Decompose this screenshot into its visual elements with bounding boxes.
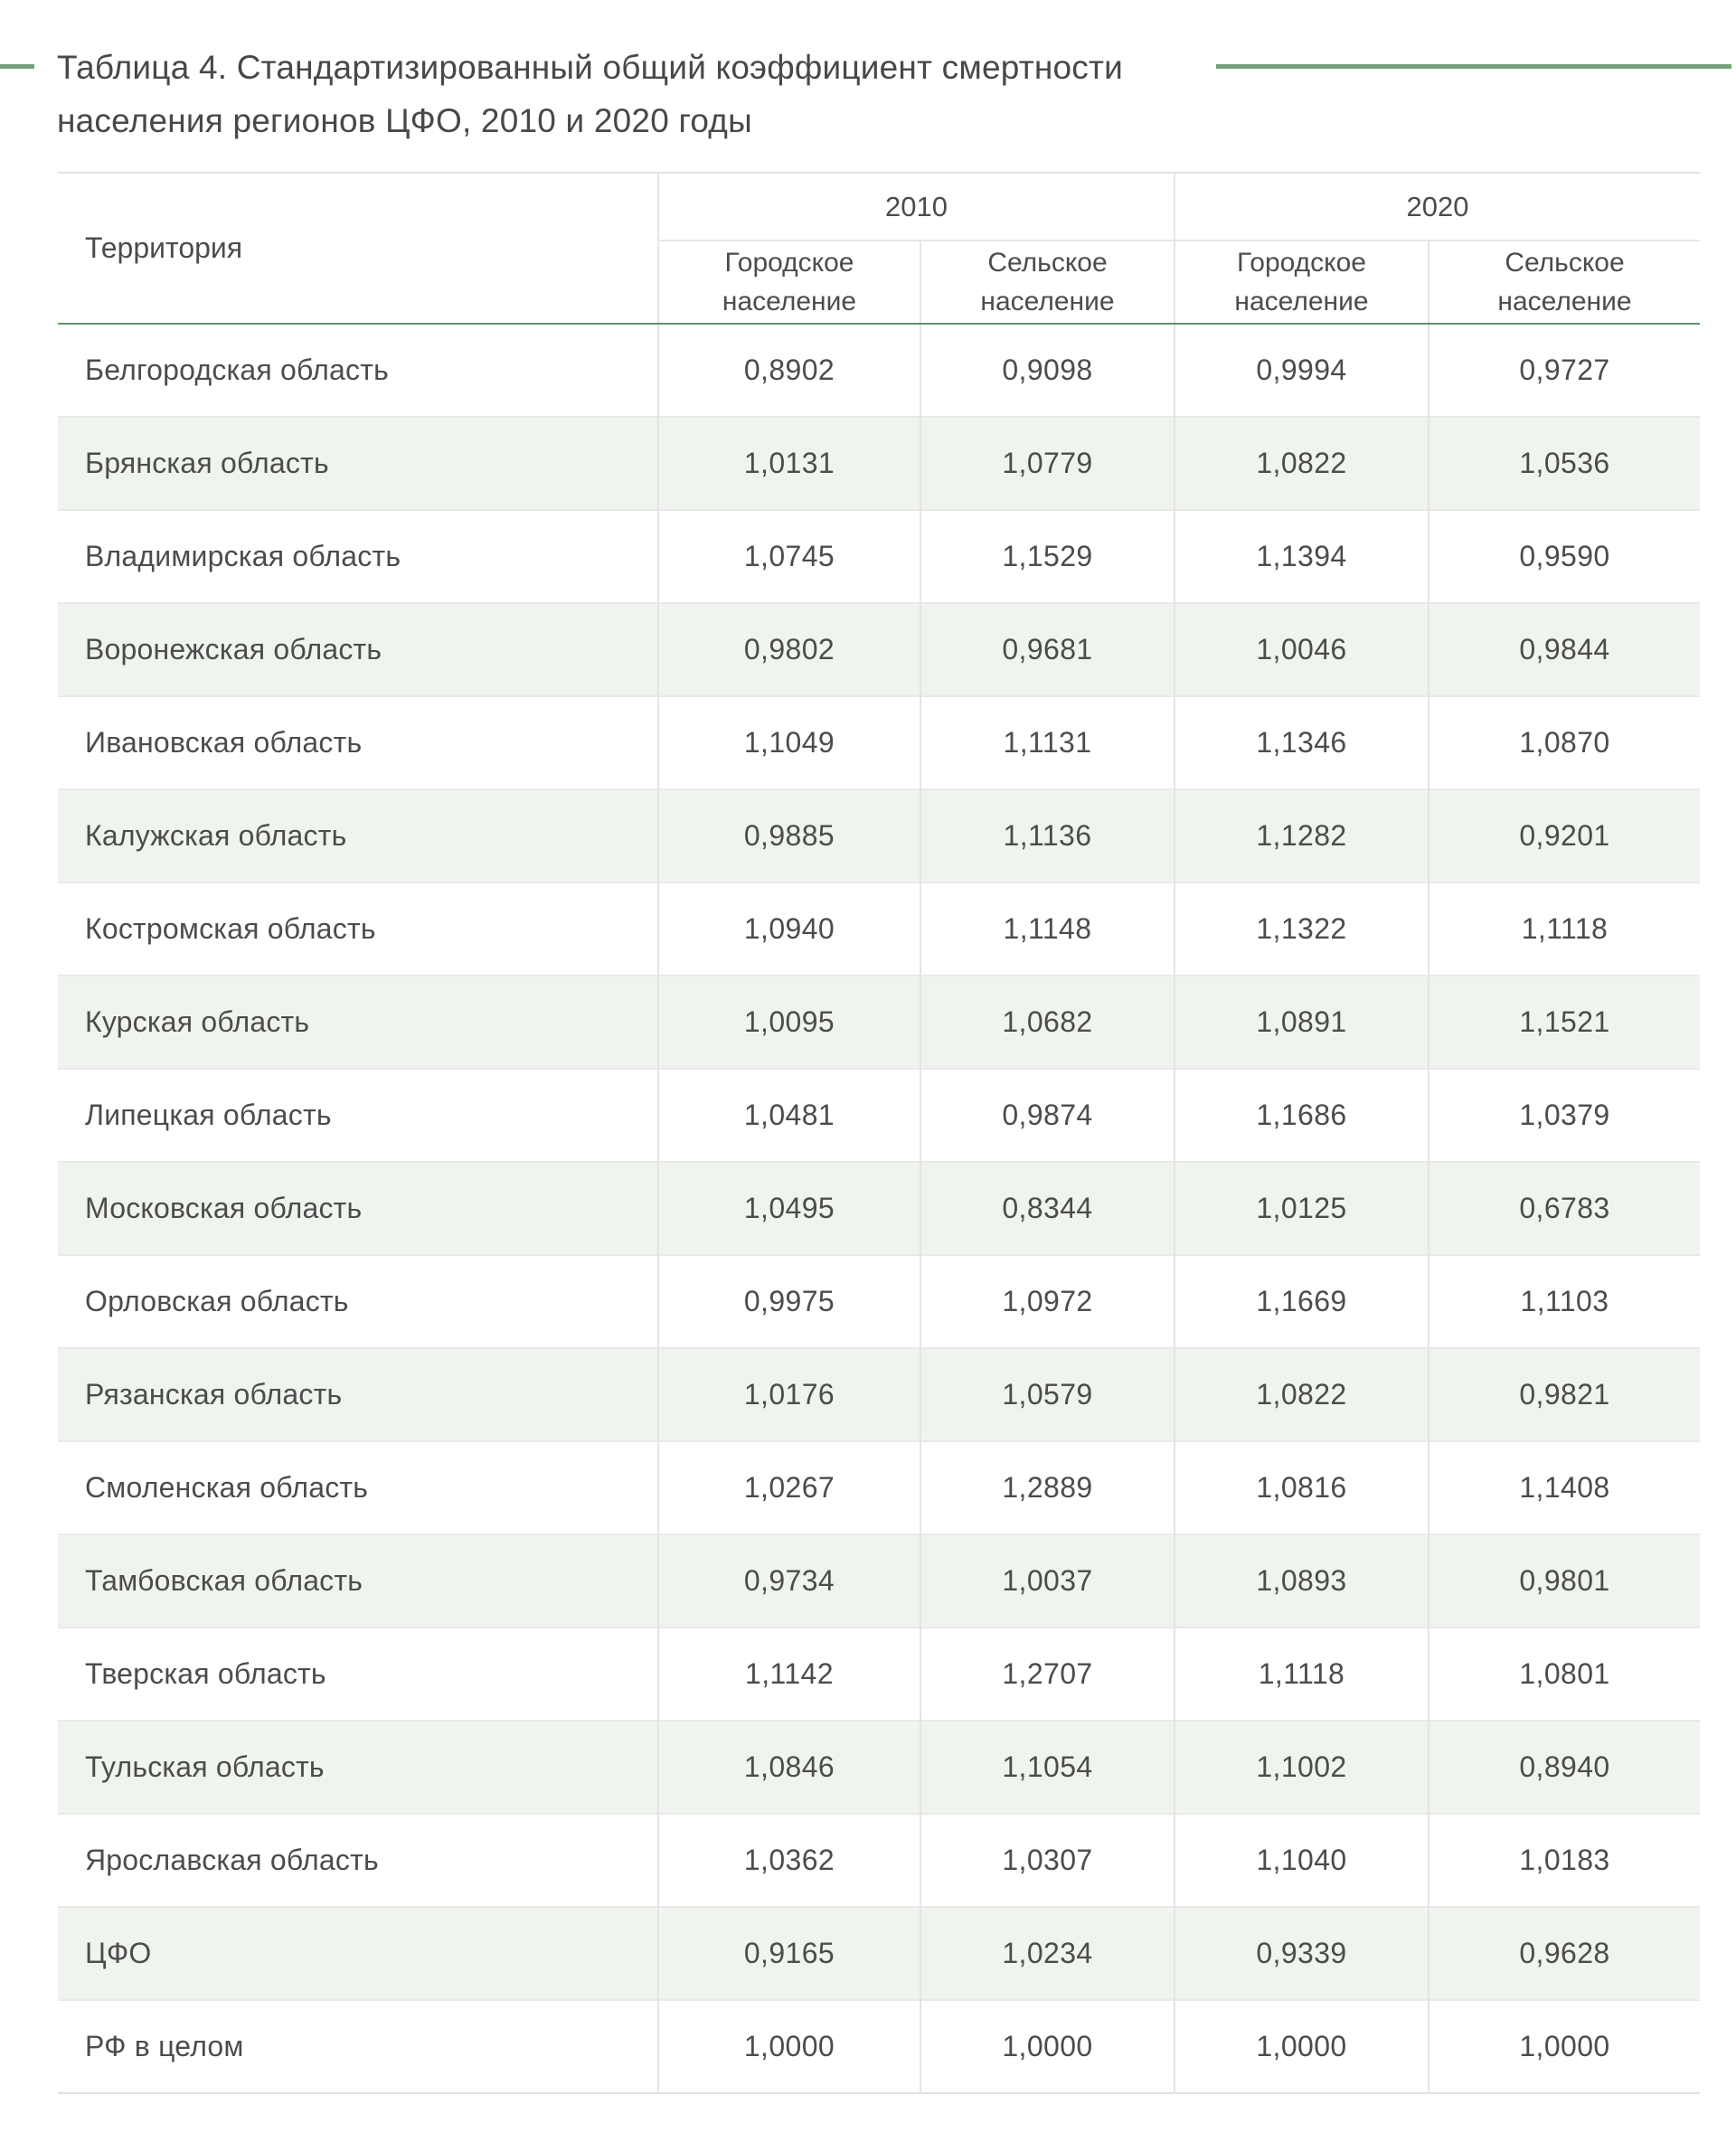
table-row xyxy=(58,324,1700,417)
value-cell: 1,0176 xyxy=(658,1348,920,1441)
value-cell: 1,0846 xyxy=(658,1721,920,1814)
value-cell: 1,1346 xyxy=(1175,696,1429,789)
column-group-2020: 2020 xyxy=(1175,173,1700,241)
value-cell: 1,1148 xyxy=(920,882,1175,976)
value-cell: 0,9821 xyxy=(1429,1348,1700,1441)
value-cell: 0,9874 xyxy=(920,1069,1175,1162)
table-row xyxy=(58,1441,1700,1534)
column-header-urban-2020: Городское население xyxy=(1175,241,1429,324)
table-row xyxy=(58,976,1700,1069)
table-row xyxy=(58,1814,1700,1907)
territory-cell: Владимирская область xyxy=(58,510,658,603)
table-row xyxy=(58,1534,1700,1628)
value-cell: 1,0893 xyxy=(1175,1534,1429,1628)
value-cell: 1,1669 xyxy=(1175,1255,1429,1348)
value-cell: 0,9098 xyxy=(920,324,1175,417)
value-cell: 1,0267 xyxy=(658,1441,920,1534)
value-cell: 0,6783 xyxy=(1429,1162,1700,1255)
table-row xyxy=(58,882,1700,976)
territory-cell: Воронежская область xyxy=(58,603,658,696)
value-cell: 1,0822 xyxy=(1175,417,1429,510)
value-cell: 0,8940 xyxy=(1429,1721,1700,1814)
value-cell: 1,0000 xyxy=(658,2000,920,2093)
value-cell: 1,1408 xyxy=(1429,1441,1700,1534)
table-row xyxy=(58,2000,1700,2093)
value-cell: 1,0745 xyxy=(658,510,920,603)
value-cell: 1,1002 xyxy=(1175,1721,1429,1814)
value-cell: 0,9681 xyxy=(920,603,1175,696)
value-cell: 0,8902 xyxy=(658,324,920,417)
value-cell: 1,0816 xyxy=(1175,1441,1429,1534)
value-cell: 1,2707 xyxy=(920,1628,1175,1721)
value-cell: 0,9994 xyxy=(1175,324,1429,417)
value-cell: 1,0131 xyxy=(658,417,920,510)
value-cell: 1,0046 xyxy=(1175,603,1429,696)
value-cell: 0,9801 xyxy=(1429,1534,1700,1628)
value-cell: 1,1054 xyxy=(920,1721,1175,1814)
value-cell: 1,0095 xyxy=(658,976,920,1069)
territory-cell: Тамбовская область xyxy=(58,1534,658,1628)
value-cell: 1,1521 xyxy=(1429,976,1700,1069)
value-cell: 1,0379 xyxy=(1429,1069,1700,1162)
column-group-2010: 2010 xyxy=(658,173,1175,241)
table-row xyxy=(58,1255,1700,1348)
value-cell: 1,1529 xyxy=(920,510,1175,603)
value-cell: 1,0801 xyxy=(1429,1628,1700,1721)
territory-cell: Тульская область xyxy=(58,1721,658,1814)
value-cell: 1,1282 xyxy=(1175,789,1429,882)
value-cell: 0,9734 xyxy=(658,1534,920,1628)
value-cell: 1,2889 xyxy=(920,1441,1175,1534)
table-row xyxy=(58,1721,1700,1814)
value-cell: 1,0307 xyxy=(920,1814,1175,1907)
title-right-accent-line xyxy=(1216,64,1731,69)
value-cell: 0,9201 xyxy=(1429,789,1700,882)
value-cell: 1,0125 xyxy=(1175,1162,1429,1255)
territory-cell: Брянская область xyxy=(58,417,658,510)
table-header xyxy=(58,173,1700,324)
value-cell: 1,1136 xyxy=(920,789,1175,882)
title-left-accent-line xyxy=(0,64,34,69)
territory-cell: Курская область xyxy=(58,976,658,1069)
value-cell: 1,1118 xyxy=(1175,1628,1429,1721)
value-cell: 0,9165 xyxy=(658,1907,920,2000)
territory-cell: Калужская область xyxy=(58,789,658,882)
value-cell: 1,0000 xyxy=(920,2000,1175,2093)
table-row xyxy=(58,1162,1700,1255)
value-cell: 1,1118 xyxy=(1429,882,1700,976)
value-cell: 1,1040 xyxy=(1175,1814,1429,1907)
territory-cell: Рязанская область xyxy=(58,1348,658,1441)
value-cell: 0,9885 xyxy=(658,789,920,882)
value-cell: 1,0822 xyxy=(1175,1348,1429,1441)
value-cell: 1,0362 xyxy=(658,1814,920,1907)
value-cell: 1,0000 xyxy=(1429,2000,1700,2093)
value-cell: 1,1686 xyxy=(1175,1069,1429,1162)
value-cell: 1,0183 xyxy=(1429,1814,1700,1907)
value-cell: 1,0579 xyxy=(920,1348,1175,1441)
table-row xyxy=(58,789,1700,882)
value-cell: 1,0682 xyxy=(920,976,1175,1069)
value-cell: 1,1394 xyxy=(1175,510,1429,603)
value-cell: 1,0234 xyxy=(920,1907,1175,2000)
value-cell: 1,1322 xyxy=(1175,882,1429,976)
table-row xyxy=(58,510,1700,603)
value-cell: 1,0779 xyxy=(920,417,1175,510)
table-body xyxy=(58,324,1700,2093)
value-cell: 1,0536 xyxy=(1429,417,1700,510)
table-row xyxy=(58,1628,1700,1721)
value-cell: 0,9975 xyxy=(658,1255,920,1348)
table-row xyxy=(58,1069,1700,1162)
value-cell: 0,9844 xyxy=(1429,603,1700,696)
value-cell: 1,1103 xyxy=(1429,1255,1700,1348)
value-cell: 1,0000 xyxy=(1175,2000,1429,2093)
column-header-urban-2010: Городское население xyxy=(658,241,920,324)
column-header-rural-2020: Сельское население xyxy=(1429,241,1700,324)
value-cell: 0,8344 xyxy=(920,1162,1175,1255)
value-cell: 1,1142 xyxy=(658,1628,920,1721)
territory-cell: Тверская область xyxy=(58,1628,658,1721)
territory-cell: Ивановская область xyxy=(58,696,658,789)
value-cell: 0,9339 xyxy=(1175,1907,1429,2000)
territory-cell: Белгородская область xyxy=(85,354,389,386)
territory-cell: ЦФО xyxy=(58,1907,658,2000)
territory-cell: Орловская область xyxy=(58,1255,658,1348)
value-cell: 0,9590 xyxy=(1429,510,1700,603)
territory-cell: Липецкая область xyxy=(58,1069,658,1162)
territory-cell: Смоленская область xyxy=(58,1441,658,1534)
territory-cell: Костромская область xyxy=(58,882,658,976)
value-cell: 1,0891 xyxy=(1175,976,1429,1069)
year-group-header-row xyxy=(58,173,1700,241)
territory-cell: Ярославская область xyxy=(58,1814,658,1907)
territory-cell: Московская область xyxy=(58,1162,658,1255)
column-header-rural-2010: Сельское население xyxy=(920,241,1175,324)
column-header-territory: Территория xyxy=(58,173,658,324)
value-cell: 1,0481 xyxy=(658,1069,920,1162)
mortality-coefficient-table xyxy=(58,172,1700,2094)
value-cell: 1,0940 xyxy=(658,882,920,976)
value-cell: 0,9802 xyxy=(658,603,920,696)
value-cell: 1,1049 xyxy=(658,696,920,789)
value-cell: 1,1131 xyxy=(920,696,1175,789)
table-row xyxy=(58,1907,1700,2000)
table-row xyxy=(58,417,1700,510)
table-row xyxy=(58,696,1700,789)
value-cell: 1,0037 xyxy=(920,1534,1175,1628)
value-cell: 1,0972 xyxy=(920,1255,1175,1348)
table-row xyxy=(58,603,1700,696)
value-cell: 1,0870 xyxy=(1429,696,1700,789)
table-row xyxy=(58,1348,1700,1441)
value-cell: 0,9727 xyxy=(1429,324,1700,417)
territory-cell: РФ в целом xyxy=(58,2000,658,2093)
table-title: Таблица 4. Стандартизированный общий коэффициент смертности населения регионов ЦФО, 2010 и 2020 годы xyxy=(57,49,1123,139)
value-cell: 0,9628 xyxy=(1429,1907,1700,2000)
value-cell: 1,0495 xyxy=(658,1162,920,1255)
